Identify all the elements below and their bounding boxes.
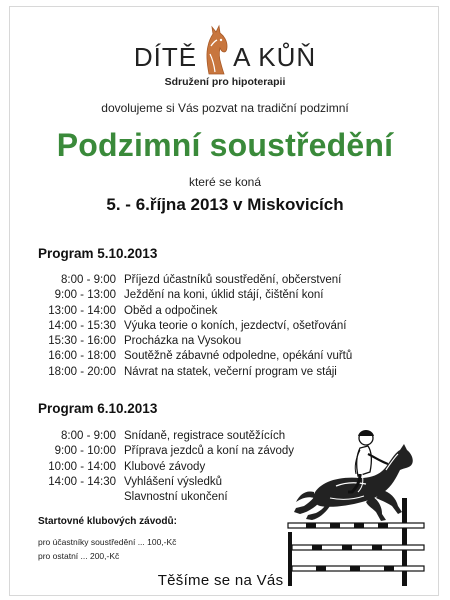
schedule-activity: Slavnostní ukončení: [124, 491, 228, 504]
schedule-activity: Výuka teorie o koních, jezdectví, ošetřování: [124, 319, 347, 332]
entry-fee-participants: pro účastníky soustředění ... 100,-Kč: [38, 537, 177, 547]
schedule-activity: Vyhlášení výsledků: [124, 475, 223, 488]
schedule-row: [38, 319, 398, 334]
schedule-activity: Příprava jezdců a koní na závody: [124, 445, 295, 458]
schedule-time: 8:00 - 9:00: [61, 430, 116, 442]
logo: [0, 20, 450, 76]
schedule-time: 8:00 - 9:00: [61, 274, 116, 286]
logo-word-left: DÍTĚ: [133, 42, 198, 72]
schedule-activity: Ježdění na koni, úklid stájí, čištění koní: [124, 289, 324, 302]
entry-fee-others: pro ostatní ... 200,-Kč: [38, 551, 120, 561]
schedule-row: [38, 334, 398, 349]
schedule-time: 15:30 - 16:00: [48, 335, 116, 348]
organization-name: Sdružení pro hipoterapii: [164, 76, 286, 88]
program-day1-title: Program 5.10.2013: [38, 246, 158, 261]
schedule-time: 18:00 - 20:00: [48, 365, 116, 378]
schedule-activity: Soutěžně zábavné odpoledne, opékání vuřtů: [124, 350, 353, 363]
show-jumping-horse-icon: [286, 420, 428, 586]
schedule-activity: Oběd a odpočinek: [124, 304, 218, 317]
horse-head-icon: [200, 24, 230, 76]
entry-fee-title: Startovné klubových závodů:: [38, 516, 177, 527]
schedule-activity: Příjezd účastníků soustředění, občerstvení: [124, 274, 342, 286]
schedule-activity: Procházka na Vysokou: [124, 335, 242, 348]
schedule-time: 10:00 - 14:00: [48, 460, 116, 473]
schedule-time: 9:00 - 10:00: [54, 445, 116, 458]
program-day2-title: Program 6.10.2013: [38, 401, 158, 416]
held-text: které se koná: [188, 175, 262, 189]
schedule-activity: Klubové závody: [124, 460, 206, 473]
closing-message: Těšíme se na Vás !: [157, 572, 293, 589]
schedule-time: 14:00 - 14:30: [48, 475, 116, 488]
schedule-time: 14:00 - 15:30: [48, 319, 116, 332]
schedule-row: [38, 365, 398, 380]
event-dates: 5. - 6.října 2013 v Miskovicích: [106, 195, 344, 214]
schedule-row: [38, 273, 398, 288]
event-title: Podzimní soustředění: [56, 127, 394, 163]
program-day1-schedule: [38, 273, 398, 380]
invitation-text: dovolujeme si Vás pozvat na tradiční podzimní: [101, 101, 349, 115]
schedule-time: 16:00 - 18:00: [48, 350, 116, 363]
logo-word-right: A KŮŇ: [233, 42, 317, 72]
schedule-row: [38, 288, 398, 303]
schedule-row: [38, 304, 398, 319]
schedule-activity: Snídaně, registrace soutěžících: [124, 430, 286, 442]
schedule-time: 13:00 - 14:00: [48, 304, 116, 317]
schedule-time: [38, 490, 124, 505]
schedule-time: 9:00 - 13:00: [54, 289, 116, 302]
schedule-activity: Návrat na statek, večerní program ve stáji: [124, 365, 337, 378]
schedule-row: [38, 349, 398, 364]
